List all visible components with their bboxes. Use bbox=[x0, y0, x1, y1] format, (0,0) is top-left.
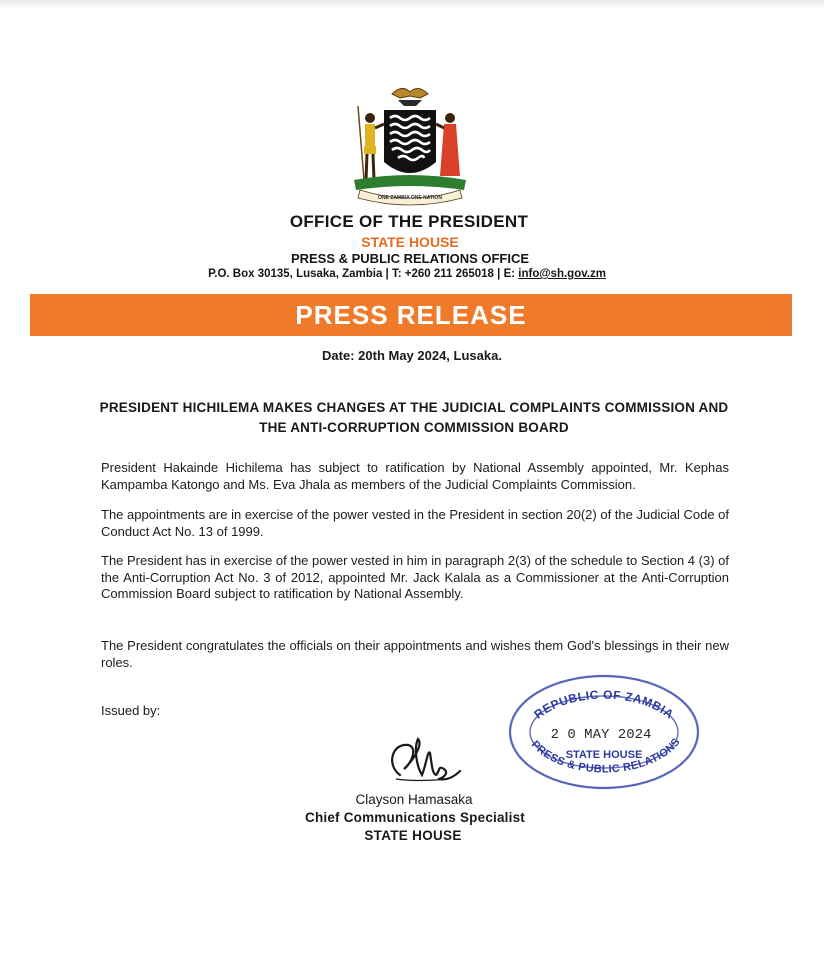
stamp-date: 2 0 MAY 2024 bbox=[550, 727, 652, 743]
stamp-center-text: STATE HOUSE bbox=[565, 749, 643, 761]
svg-text:REPUBLIC OF ZAMBIA bbox=[532, 688, 677, 722]
body-paragraph-3: The President has in exercise of the power vested in him in paragraph 2(3) of the schedule to Section 4 (3) of the Anti-Corruption Act No. 3 of 2012, appointed Mr. Jack Kalala as a Commissioner at the Anti-Corruption Commission Board subject to ratification by National Assembly. bbox=[101, 553, 729, 601]
official-stamp bbox=[504, 672, 704, 792]
stamp-bottom-arc: PRESS & PUBLIC RELATIONS bbox=[528, 735, 683, 776]
office-heading: OFFICE OF THE PRESIDENT bbox=[289, 212, 529, 231]
banner-label: PRESS RELEASE bbox=[295, 300, 527, 330]
signatory-title: Chief Communications Specialist bbox=[305, 810, 525, 825]
coat-motto: ONE ZAMBIA ONE NATION bbox=[378, 195, 442, 201]
date-line: Date: 20th May 2024, Lusaka. bbox=[322, 348, 502, 363]
signature bbox=[378, 735, 468, 790]
email-link[interactable]: info@sh.gov.zm bbox=[518, 268, 606, 280]
zambia-coat-of-arms-icon bbox=[340, 80, 480, 210]
top-edge bbox=[0, 0, 824, 8]
contact-details: P.O. Box 30135, Lusaka, Zambia | T: +260 211 265018 | E: bbox=[208, 268, 519, 280]
body-paragraph-2: The appointments are in exercise of the power vested in the President in section 20(2) of the Judicial Code of Conduct Act No. 13 of 1999. bbox=[101, 507, 729, 539]
body-paragraph-4: The President congratulates the officials on their appointments and wishes them God's blessings in their new roles. bbox=[101, 638, 729, 670]
department-heading: PRESS & PUBLIC RELATIONS OFFICE bbox=[290, 251, 530, 266]
press-release-banner bbox=[30, 294, 792, 336]
contact-line bbox=[0, 268, 814, 280]
release-title: PRESIDENT HICHILEMA MAKES CHANGES AT THE JUDICIAL COMPLAINTS COMMISSION AND THE ANTI-CORRUPTION COMMISSION BOARD bbox=[99, 400, 729, 435]
signatory-office: STATE HOUSE bbox=[364, 828, 462, 843]
signatory-name: Clayson Hamasaka bbox=[355, 792, 473, 807]
issued-by-label: Issued by: bbox=[101, 703, 161, 718]
body-paragraph-1: President Hakainde Hichilema has subject to ratification by National Assembly appointed, Mr. Kephas Kampamba Katongo and Ms. Eva Jhala as members of the Judicial Complaints Commission. bbox=[101, 460, 729, 492]
stamp-top-arc: REPUBLIC OF ZAMBIA bbox=[531, 687, 677, 722]
state-house-heading: STATE HOUSE bbox=[361, 234, 459, 250]
